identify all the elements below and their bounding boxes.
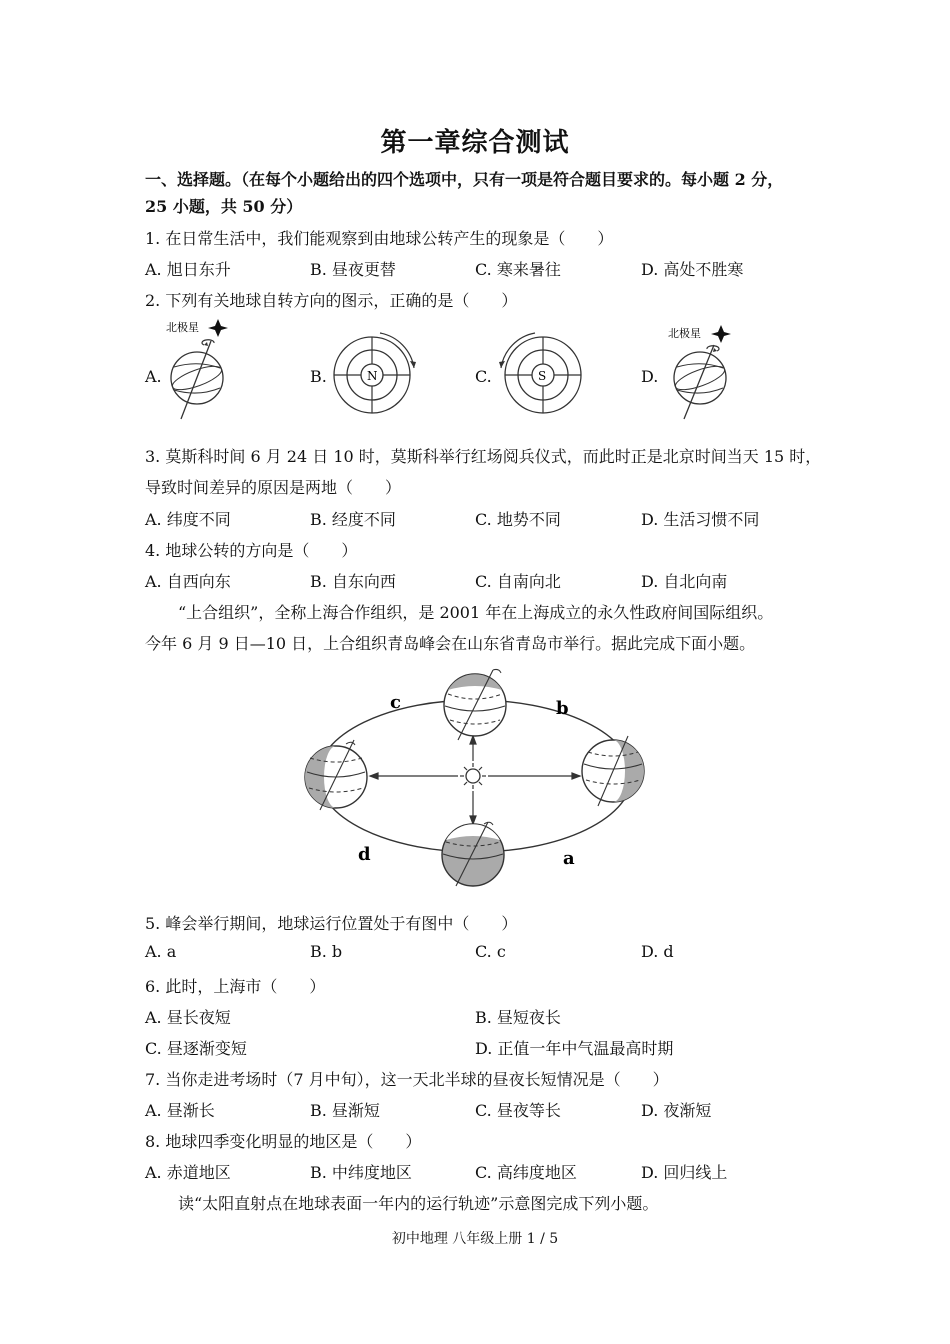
q5-option-c[interactable]: C. c bbox=[475, 942, 506, 961]
q2-stem: 2. 下列有关地球自转方向的图示，正确的是（ ） bbox=[145, 291, 518, 310]
q1-option-a[interactable]: A. 旭日东升 bbox=[145, 260, 231, 279]
sun-icon bbox=[460, 763, 486, 789]
polaris-star-icon bbox=[711, 325, 731, 343]
polaris-star-icon bbox=[208, 319, 228, 337]
q6-stem: 6. 此时，上海市（ ） bbox=[145, 977, 326, 996]
q4-option-d[interactable]: D. 自北向南 bbox=[641, 572, 728, 591]
polaris-label: 北极星 bbox=[166, 321, 199, 334]
q2-option-c[interactable]: C. bbox=[475, 367, 492, 386]
q6-option-d[interactable]: D. 正值一年中气温最高时期 bbox=[475, 1039, 674, 1058]
earth-position-left bbox=[305, 740, 367, 810]
q5-option-b[interactable]: B. b bbox=[310, 942, 343, 961]
q7-option-b[interactable]: B. 昼渐短 bbox=[310, 1101, 380, 1120]
q4-option-b[interactable]: B. 自东向西 bbox=[310, 572, 396, 591]
page-footer: 初中地理 八年级上册 1 / 5 bbox=[391, 1231, 559, 1247]
q4-stem: 4. 地球公转的方向是（ ） bbox=[145, 541, 358, 560]
q8-option-b[interactable]: B. 中纬度地区 bbox=[310, 1163, 412, 1182]
north-pole-label: N bbox=[367, 369, 378, 383]
q2-option-a[interactable]: A. bbox=[145, 367, 162, 386]
q6-option-a[interactable]: A. 昼长夜短 bbox=[145, 1008, 231, 1027]
globe-figure-d bbox=[660, 315, 740, 423]
q3-option-c[interactable]: C. 地势不同 bbox=[475, 510, 561, 529]
earth-position-top bbox=[444, 669, 506, 740]
q7-option-d[interactable]: D. 夜渐短 bbox=[641, 1101, 712, 1120]
q3-option-b[interactable]: B. 经度不同 bbox=[310, 510, 396, 529]
orbit-label-b: b bbox=[556, 698, 569, 719]
q7-option-a[interactable]: A. 昼渐长 bbox=[145, 1101, 215, 1120]
section-heading-line2: 25 小题，共 50 分） bbox=[145, 197, 303, 216]
q2-option-d[interactable]: D. bbox=[641, 367, 659, 386]
globe-figure-c-south bbox=[490, 330, 590, 420]
passage2: 读“太阳直射点在地球表面一年内的运行轨迹”示意图完成下列小题。 bbox=[178, 1194, 659, 1213]
q5-option-d[interactable]: D. d bbox=[641, 942, 674, 961]
earth-orbit-diagram bbox=[298, 664, 658, 892]
q8-option-c[interactable]: C. 高纬度地区 bbox=[475, 1163, 577, 1182]
q1-option-b[interactable]: B. 昼夜更替 bbox=[310, 260, 396, 279]
q8-option-a[interactable]: A. 赤道地区 bbox=[145, 1163, 231, 1182]
earth-position-bottom bbox=[442, 822, 504, 886]
q8-stem: 8. 地球四季变化明显的地区是（ ） bbox=[145, 1132, 422, 1151]
q1-option-c[interactable]: C. 寒来暑往 bbox=[475, 260, 561, 279]
q4-option-c[interactable]: C. 自南向北 bbox=[475, 572, 561, 591]
q2-option-b[interactable]: B. bbox=[310, 367, 327, 386]
q1-option-d[interactable]: D. 高处不胜寒 bbox=[641, 260, 744, 279]
passage1-line2: 今年 6 月 9 日—10 日，上合组织青岛峰会在山东省青岛市举行。据此完成下面小题。 bbox=[145, 634, 756, 653]
south-pole-label: S bbox=[538, 369, 547, 383]
q5-option-a[interactable]: A. a bbox=[145, 942, 177, 961]
q6-option-c[interactable]: C. 昼逐渐变短 bbox=[145, 1039, 247, 1058]
q8-option-d[interactable]: D. 回归线上 bbox=[641, 1163, 728, 1182]
q4-option-a[interactable]: A. 自西向东 bbox=[145, 572, 231, 591]
earth-position-right bbox=[582, 736, 644, 806]
globe-figure-a bbox=[160, 315, 240, 423]
polaris-label-d: 北极星 bbox=[668, 327, 701, 340]
q5-stem: 5. 峰会举行期间，地球运行位置处于有图中（ ） bbox=[145, 914, 518, 933]
section-heading-line1: 一、选择题。（在每个小题给出的四个选项中，只有一项是符合题目要求的。每小题 2 分， bbox=[145, 170, 784, 189]
q7-stem: 7. 当你走进考场时（7 月中旬），这一天北半球的昼夜长短情况是（ ） bbox=[145, 1070, 669, 1089]
orbit-label-c: c bbox=[390, 692, 401, 713]
orbit-label-d: d bbox=[358, 844, 371, 865]
q7-option-c[interactable]: C. 昼夜等长 bbox=[475, 1101, 561, 1120]
globe-figure-b-north bbox=[325, 330, 425, 420]
q3-stem-line2: 导致时间差异的原因是两地（ ） bbox=[145, 478, 402, 497]
passage1-line1: “上合组织”，全称上海合作组织，是 2001 年在上海成立的永久性政府间国际组织。 bbox=[178, 603, 774, 622]
q3-option-d[interactable]: D. 生活习惯不同 bbox=[641, 510, 760, 529]
q3-stem-line1: 3. 莫斯科时间 6 月 24 日 10 时，莫斯科举行红场阅兵仪式，而此时正是北京时间当天 15 时， bbox=[145, 447, 822, 466]
q6-option-b[interactable]: B. 昼短夜长 bbox=[475, 1008, 561, 1027]
q3-option-a[interactable]: A. 纬度不同 bbox=[145, 510, 231, 529]
q1-stem: 1. 在日常生活中，我们能观察到由地球公转产生的现象是（ ） bbox=[145, 229, 614, 248]
orbit-label-a: a bbox=[563, 848, 575, 869]
page-title: 第一章综合测试 bbox=[380, 128, 570, 158]
